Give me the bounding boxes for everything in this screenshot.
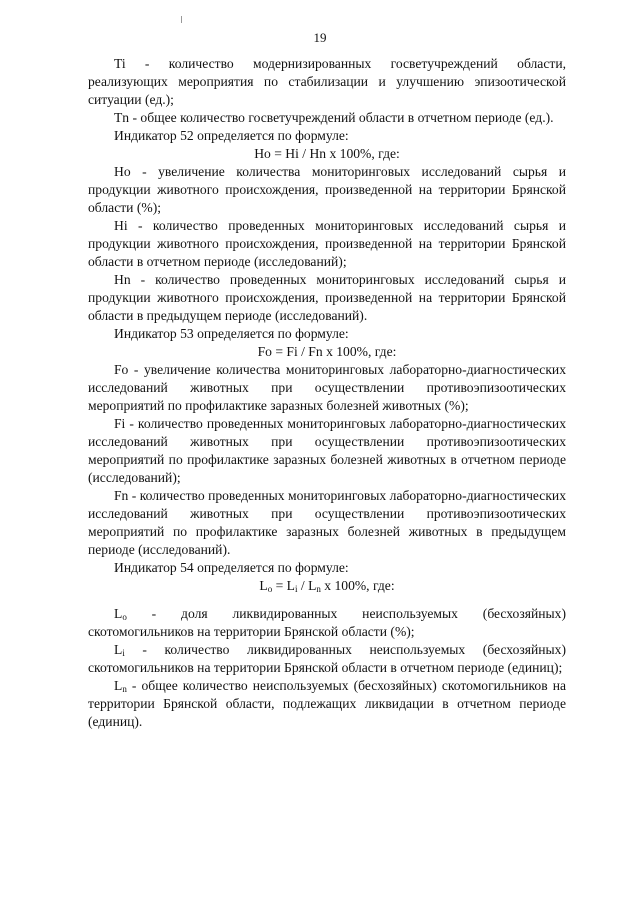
- paragraph: Hn - количество проведенных мониторинговых исследований сырья и продукции животного происхождения, произведенной на территории Брянской области в предыдущем периоде (исследований).: [88, 272, 566, 323]
- paragraph: Ho - увеличение количества мониторинговых исследований сырья и продукции животного происхождения, произведенной на территории Брянской области (%);: [88, 164, 566, 215]
- document-body: [88, 55, 566, 731]
- definition-paragraph: $L_i$ - количество ликвидированных неиспользуемых (бесхозяйных) скотомогильников на территории Брянской области в отчетном периоде (единиц);: [88, 642, 566, 675]
- paragraph: Индикатор 52 определяется по формуле:: [114, 128, 349, 143]
- paragraph: Индикатор 53 определяется по формуле:: [114, 326, 349, 341]
- formula-54: $L_o = L_i / L_n$ x 100%, где:: [259, 578, 395, 594]
- paragraph: Fn - количество проведенных мониторинговых лабораторно-диагностических исследований животных при осуществлении противоэпизоотических мероприятий по профилактике заразных болезней животных в предыдущем периоде (исследований).: [88, 488, 566, 557]
- paragraph: Fi - количество проведенных мониторинговых лабораторно-диагностических исследований животных при осуществлении противоэпизоотических мероприятий по профилактике заразных болезней животных в отчетном периоде (исследований);: [88, 416, 566, 485]
- paragraph: Fo - увеличение количества мониторинговых лабораторно-диагностических исследований животных при осуществлении противоэпизоотических мероприятий по профилактике заразных болезней животных (%);: [88, 362, 566, 413]
- formula: Ho = Hi / Hn x 100%, где:: [254, 146, 400, 161]
- paragraph: Индикатор 54 определяется по формуле:: [114, 560, 349, 575]
- page-number: 19: [313, 30, 327, 45]
- paragraph: Tn - общее количество госветучреждений области в отчетном периоде (ед.).: [114, 110, 554, 125]
- definition-paragraph: $L_n$ - общее количество неиспользуемых (бесхозяйных) скотомогильников на территории Брянской области, подлежащих ликвидации в отчетном периоде (единиц).: [88, 678, 566, 729]
- paragraphs: [88, 55, 566, 577]
- definition-paragraph: $L_o$ - доля ликвидированных неиспользуемых (бесхозяйных) скотомогильников на территории Брянской области (%);: [88, 606, 566, 639]
- paragraph: Hi - количество проведенных мониторинговых исследований сырья и продукции животного происхождения, произведенной на территории Брянской области в отчетном периоде (исследований);: [88, 218, 566, 269]
- formula: Fo = Fi / Fn x 100%, где:: [257, 344, 397, 359]
- definitions-54: [88, 605, 566, 731]
- scan-mark: [181, 16, 182, 23]
- paragraph: Ti - количество модернизированных госветучреждений области, реализующих мероприятия по стабилизации и улучшению эпизоотической ситуации (ед.);: [88, 56, 566, 107]
